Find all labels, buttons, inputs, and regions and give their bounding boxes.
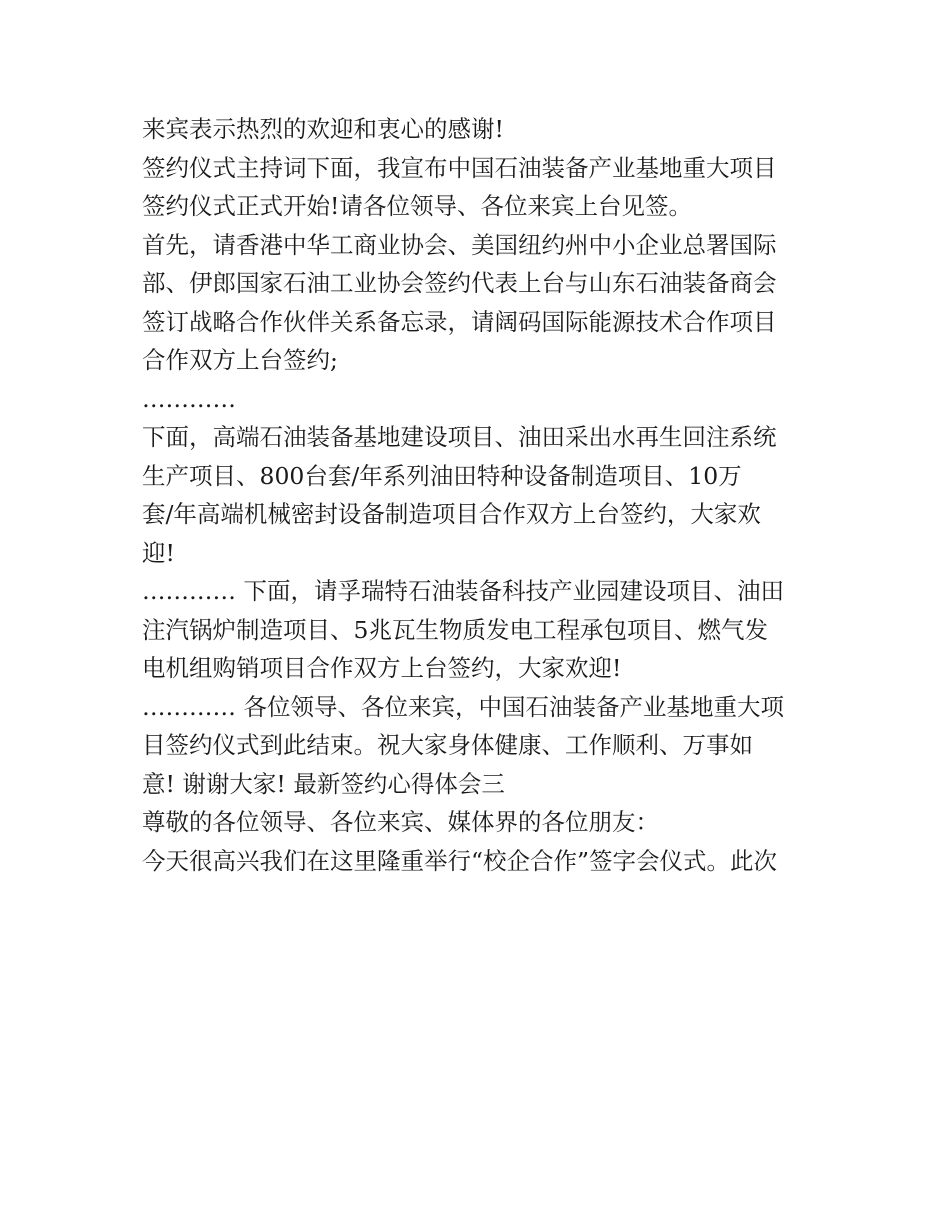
text-line: 签订战略合作伙伴关系备忘录，请阔码国际能源技术合作项目	[142, 307, 777, 336]
text-line: 部、伊郎国家石油工业协会签约代表上台与山东石油装备商会	[142, 269, 777, 297]
text-line: 电机组购销项目合作双方上台签约，大家欢迎!	[142, 654, 622, 682]
text-line: 今天很高兴我们在这里隆重举行“校企合作”签字会仪式。此次	[142, 846, 778, 875]
text-line: 尊敬的各位领导、各位来宾、媒体界的各位朋友：	[142, 808, 659, 836]
text-line: ………… 各位领导、各位来宾，中国石油装备产业基地重大项	[142, 692, 784, 721]
text-line: 来宾表示热烈的欢迎和衷心的感谢!	[142, 115, 504, 143]
text-line: …………	[142, 384, 236, 413]
text-line: 迎!	[142, 538, 175, 567]
text-line: 注汽锅炉制造项目、5兆瓦生物质发电工程承包项目、燃气发	[142, 615, 768, 644]
text-line: 下面，高端石油装备基地建设项目、油田采出水再生回注系统	[142, 423, 777, 451]
text-line: 签约仪式正式开始!请各位领导、各位来宾上台见签。	[142, 192, 692, 220]
document-body	[142, 110, 822, 880]
text-line: 首先，请香港中华工商业协会、美国纽约州中小企业总署国际	[142, 230, 777, 259]
text-line: 生产项目、800台套/年系列油田特种设备制造项目、10万	[142, 461, 742, 490]
text-line: 合作双方上台签约;	[142, 346, 338, 374]
text-line: 目签约仪式到此结束。祝大家身体健康、工作顺利、万事如	[142, 731, 753, 759]
text-line: ………… 下面，请孚瑞特石油装备科技产业园建设项目、油田	[142, 577, 784, 605]
text-line: 签约仪式主持词下面，我宣布中国石油装备产业基地重大项目	[142, 153, 777, 182]
text-line: 意! 谢谢大家! 最新签约心得体会三	[142, 769, 505, 798]
text-line: 套/年高端机械密封设备制造项目合作双方上台签约，大家欢	[142, 500, 761, 528]
